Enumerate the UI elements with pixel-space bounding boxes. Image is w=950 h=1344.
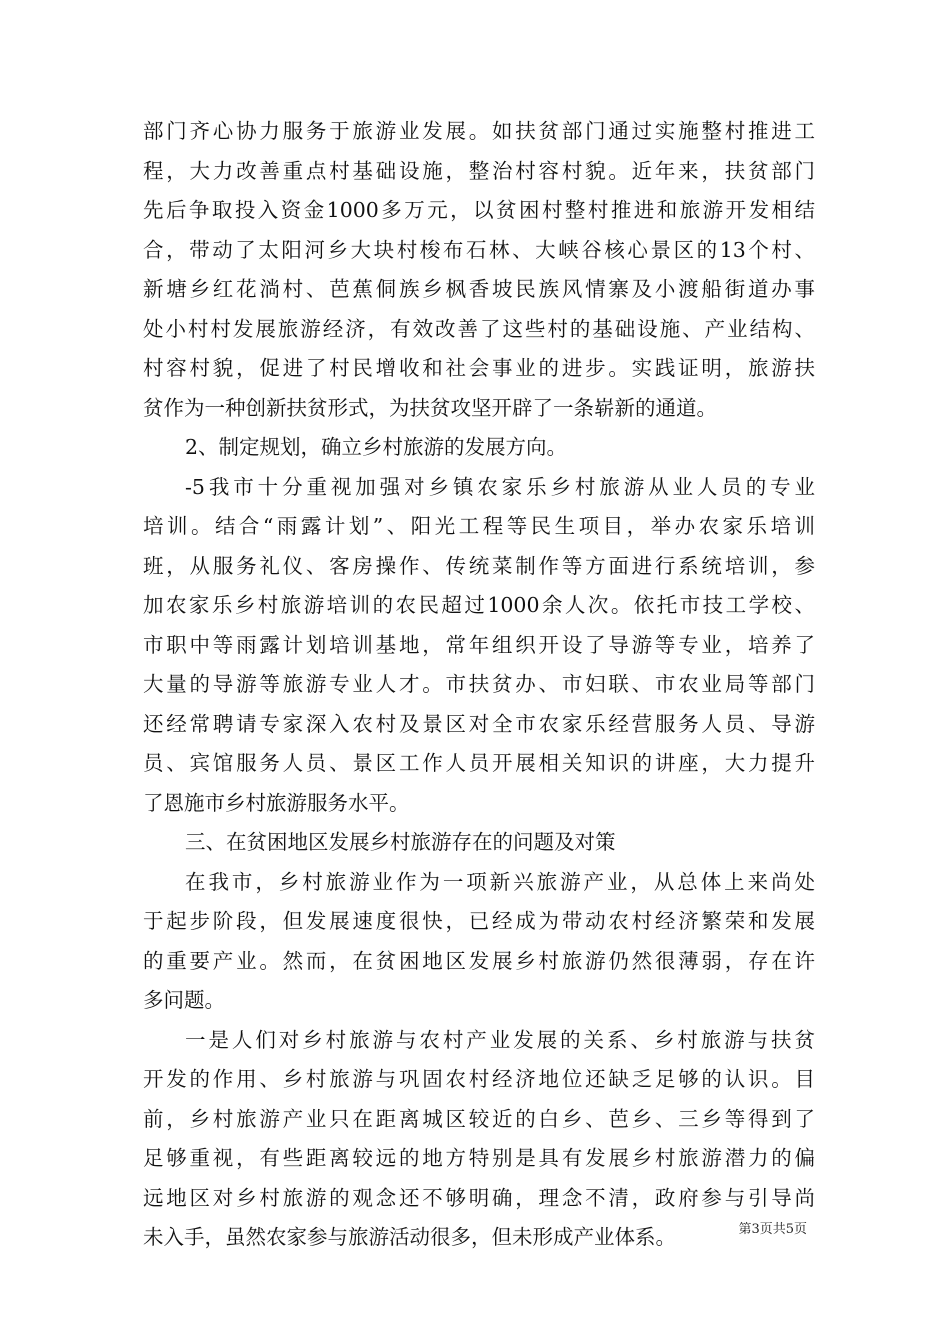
text-line: 合，带动了太阳河乡大块村梭布石林、大峡谷核心景区的13个村、 [143,237,815,262]
text-line: 培训。结合“雨露计划”、阳光工程等民生项目，举办农家乐培训 [143,514,815,538]
text-line: 在我市，乡村旅游业作为一项新兴旅游产业，从总体上来尚处 [185,869,815,894]
section-heading: 2、制定规划，确立乡村旅游的发展方向。 [185,435,568,459]
text-line: 的重要产业。然而，在贫困地区发展乡村旅游仍然很薄弱，存在许 [143,948,815,973]
text-line: -5我市十分重视加强对乡镇农家乐乡村旅游从业人员的专业 [185,474,815,499]
text-line: 未入手，虽然农家参与旅游活动很多，但未形成产业体系。 [143,1225,676,1249]
text-line: 新塘乡红花淌村、芭蕉侗族乡枫香坡民族风情寨及小渡船街道办事 [143,277,815,301]
text-line: 部门齐心协力服务于旅游业发展。如扶贫部门通过实施整村推进工 [143,119,815,143]
text-line: 还经常聘请专家深入农村及景区对全市农家乐经营服务人员、导游 [143,711,815,736]
text-line: 贫作为一种创新扶贫形式，为扶贫攻坚开辟了一条崭新的通道。 [143,395,717,420]
text-line: 加农家乐乡村旅游培训的农民超过1000余人次。依托市技工学校、 [143,593,815,617]
section-heading: 三、在贫困地区发展乡村旅游存在的问题及对策 [185,830,616,854]
page-number: 第3页共5页 [738,1222,807,1237]
text-line: 多问题。 [143,988,225,1012]
text-line: 一是人们对乡村旅游与农村产业发展的关系、乡村旅游与扶贫 [185,1027,815,1052]
text-line: 员、宾馆服务人员、景区工作人员开展相关知识的讲座，大力提升 [143,751,815,775]
text-line: 程，大力改善重点村基础设施，整治村容村貌。近年来，扶贫部门 [143,158,815,183]
text-line: 了恩施市乡村旅游服务水平。 [143,790,410,815]
text-line: 远地区对乡村旅游的观念还不够明确，理念不清，政府参与引导尚 [143,1185,815,1210]
text-line: 先后争取投入资金1000多万元，以贫困村整村推进和旅游开发相结 [143,198,815,222]
text-line: 前，乡村旅游产业只在距离城区较近的白乡、芭乡、三乡等得到了 [143,1106,815,1131]
text-line: 班，从服务礼仪、客房操作、传统菜制作等方面进行系统培训，参 [143,553,815,578]
text-line: 大量的导游等旅游专业人才。市扶贫办、市妇联、市农业局等部门 [143,672,815,696]
text-line: 村容村貌，促进了村民增收和社会事业的进步。实践证明，旅游扶 [143,356,815,380]
text-line: 处小村村发展旅游经济，有效改善了这些村的基础设施、产业结构、 [143,316,815,341]
text-line: 市职中等雨露计划培训基地，常年组织开设了导游等专业，培养了 [143,632,815,657]
text-line: 于起步阶段，但发展速度很快，已经成为带动农村经济繁荣和发展 [143,909,815,933]
document-body [143,112,815,1258]
text-line: 足够重视，有些距离较远的地方特别是具有发展乡村旅游潜力的偏 [143,1146,815,1170]
text-line: 开发的作用、乡村旅游与巩固农村经济地位还缺乏足够的认识。目 [143,1067,815,1091]
